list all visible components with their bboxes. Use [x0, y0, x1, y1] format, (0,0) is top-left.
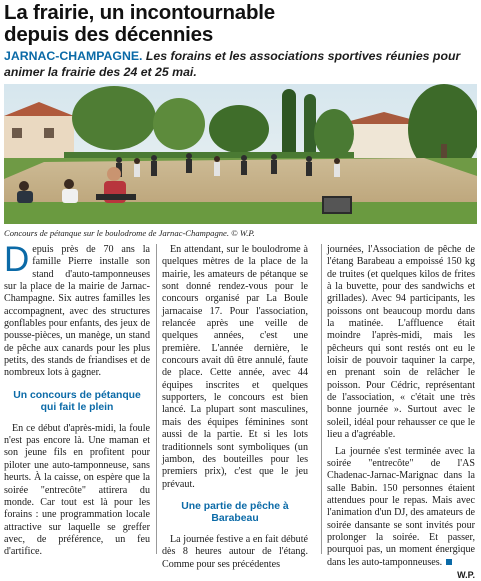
paragraph-1 [4, 240, 150, 380]
paragraph-1-text: epuis près de 70 ans la famille Pierre installe son stand d'auto-tamponneuses sur la place de la mairie de Jarnac-Champagne. Six autres familles les accompagnent, avec des structures gonflables pour enfants, des jeux de pousse-pièces, un manège, un stand de pêche aux canards pour les plus petits, des stands de friandises et de nombreux lots à gagner. [4, 244, 150, 379]
drop-cap: D [4, 240, 30, 279]
photo-petanque-boulodrome [4, 84, 477, 224]
headline-line-1: La frairie, un incontournable [4, 1, 275, 24]
headline-line-2: depuis des décennies [4, 23, 214, 46]
paragraph-4: La journée festive a en fait débuté dès 8 heures autour de l'étang. Comme pour ses précédentes [162, 533, 308, 570]
article-photo [4, 84, 477, 224]
paragraph-6-text: La journée s'est terminée avec la soirée "entrecôte" de l'AS Chadenac-Jarnac-Marignac dans la salle Babin. 150 personnes étaient attendues pour le repas. Mais avec l'animation d'un DJ, des amateurs de soirée dansante se sont invités pour prolonger la soirée. Et passer, pourquoi pas, un moment énergique dans les auto-tamponneuses. [327, 445, 475, 568]
lede [4, 49, 476, 80]
paragraph-3: En attendant, sur le boulodrome à quelques mètres de la place de la mairie, les amateurs de pétanque se sont donné rendez-vous pour le concours organisé par La Boule jarnacaise 17. Pour l'association, relancée après une veille de quelques années, c'est une première. L'année dernière, le concours avait dû être annulé, faute de place. Cette année, avec 44 équipes inscrites et quelques supporters, le concours est bien lancé. La plupart sont masculines, mais des équipes féminines sont aussi de la partie. Et si les lots traditionnels sont symboliques (un jambon, des bouteilles pour les premiers prix), c'est que le jeu prévaut. [162, 244, 308, 490]
article-column-2 [162, 244, 308, 571]
subheading-peche: Une partie de pêche à Barabeau [181, 500, 289, 525]
paragraph-2: En ce début d'après-midi, la foule n'est pas encore là. Une maman et son jeune fils en profitent pour piloter une auto-tamponneuse, sans heurts. À la caisse, on espère que la soirée "entrecôte" attirera du monde. Car tout est là pour les forains : une programmation locale attractive sur laquelle se greffer avec, de préférence, un feu d'artifice. [4, 422, 150, 558]
paragraph-6 [327, 445, 475, 580]
article-column-3 [327, 244, 475, 581]
article-column-1 [4, 240, 150, 559]
paragraph-5: journées, l'Association de pêche de l'étang Barabeau a empoissé 150 kg de truites (et quelques kilos de frites à la buvette, pour des sandwichs et grillades). Avec 94 participants, les poissons ont beaucoup mordu dans la matinée. L'affluence était moindre l'après-midi, mais les pêcheurs qui sont restés ont eu le loisir de pouvoir taquiner la carpe, en prenant soin de relâcher le poisson. Pour Cédric, représentant de l'association, « c'était une très bonne journée ». Surtout avec le soleil, idéal pour rehausser ce que le lieu a d'agréable. [327, 244, 475, 441]
headline [4, 2, 474, 46]
column-divider [321, 244, 322, 554]
lede-text: Les forains et les associations sportives réunies pour animer la frairie des 24 et 25 mai. [4, 49, 461, 79]
photo-caption: Concours de pétanque sur le boulodrome de Jarnac-Champagne. © W.P. [4, 228, 255, 238]
lede-place: JARNAC-CHAMPAGNE. [4, 49, 143, 63]
subheading-petanque: Un concours de pétanque qui fait le plein [13, 389, 141, 414]
author-signature: W.P. [457, 569, 475, 580]
column-divider [156, 244, 157, 554]
